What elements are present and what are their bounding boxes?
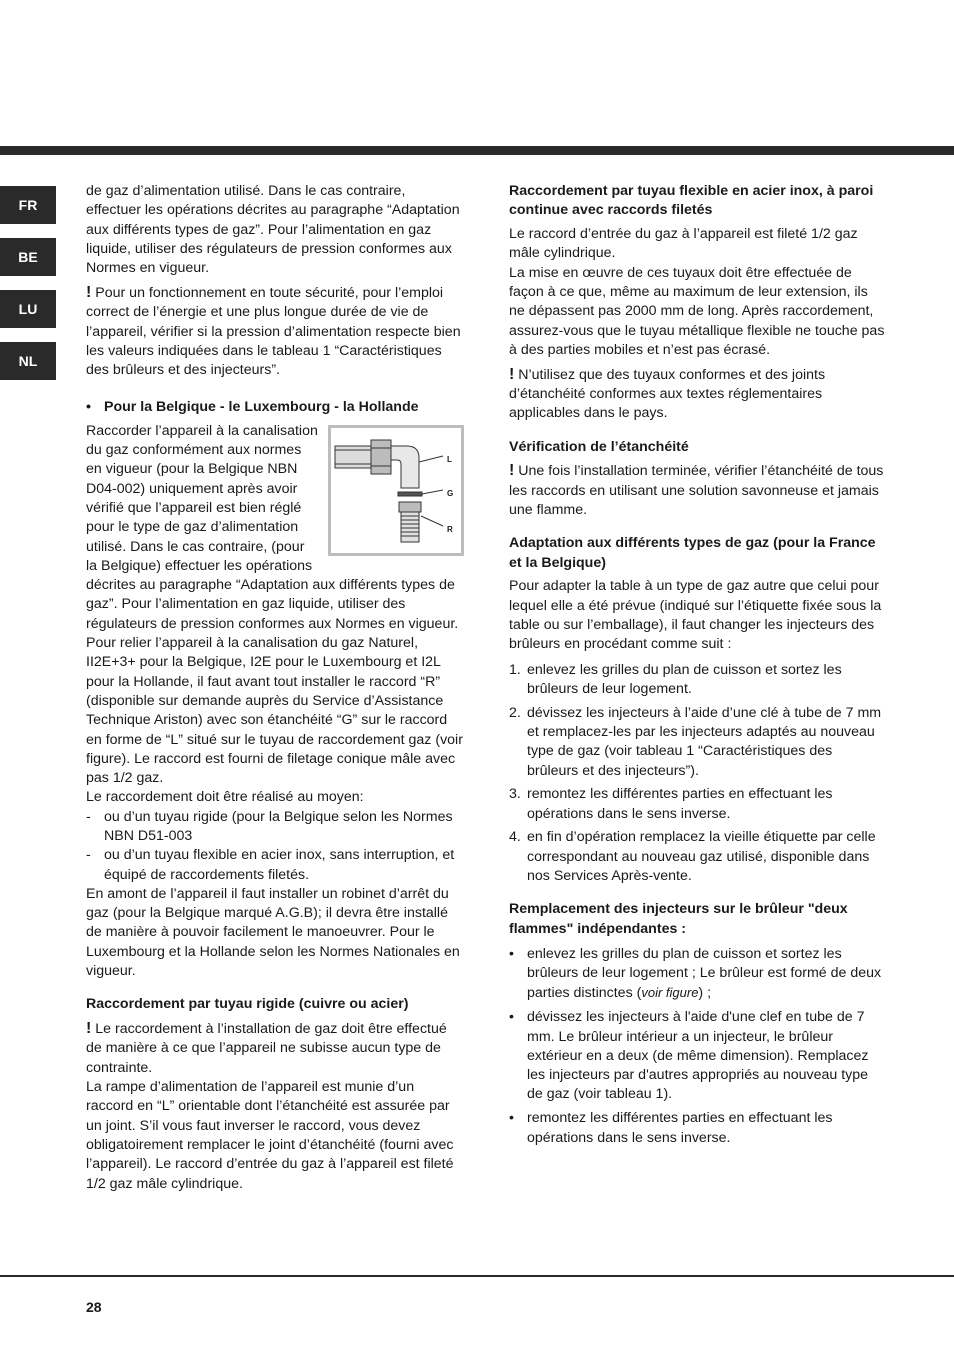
rigid-pipe-heading: Raccordement par tuyau rigide (cuivre ou acier) <box>86 996 409 1013</box>
rigid-warning: ! Le raccordement à l’installation de gaz doit être effectué de manière à ce que l’appareil ne subisse aucun type de contrainte. <box>86 1020 447 1076</box>
shutoff-valve-paragraph: En amont de l’appareil il faut installer un robinet d’arrêt du gaz (pour la Belgique marqué A.G.B); il devra être installé de manière à pouvoir facilement le manoeuvrer. Pour le Luxembourg et la Hollande selon les Normes Nationales en vigueur. <box>86 885 460 980</box>
figure-label-g: G <box>447 488 454 498</box>
dash-list-item: - ou d’un tuyau flexible en acier inox, sans interruption, et équipé de raccordements filetés. <box>86 847 455 883</box>
belgium-section-heading: • Pour la Belgique - le Luxembourg - la Hollande <box>86 398 464 417</box>
connection-means-text: Le raccordement doit être réalisé au moyen: <box>86 789 364 806</box>
step-item: 1. enlevez les grilles du plan de cuisson et sortez les brûleurs de leur logement. <box>509 661 842 697</box>
lang-tab-fr: FR <box>0 186 56 224</box>
right-column <box>509 182 887 1152</box>
step-item: 2. dévissez les injecteurs à l’aide d’une clé à tube de 7 mm et remplacez-les par les injecteurs adaptés au nouveau type de gaz (voir tableau 1 “Caractéristiques des brûleurs et des injecteurs”). <box>509 704 882 779</box>
lang-tab-lu: LU <box>0 290 56 328</box>
flexible-warning: ! N’utilisez que des tuyaux conformes et des joints d’étanchéité conformes aux textes réglementaires applicables dans le pays. <box>509 365 826 422</box>
adaptation-steps <box>509 661 887 887</box>
step-item: 4. en fin d’opération remplacez la vieille étiquette par celle correspondant au nouveau gaz utilisé, disponible dans nos Services Après-vente. <box>509 829 876 884</box>
rigid-pipe-paragraph: La rampe d’alimentation de l’appareil est munie d’un raccord en “L” orientable dont l’étanchéité est assurée par un joint. S’il vous faut inverser le raccord, vous devez obligatoirement remplacer le joint d’étanchéité (fourni avec l’appareil). Le raccord d’entrée du gaz à l’appareil est fileté 1/2 gaz mâle cylindrique. <box>86 1079 454 1192</box>
gas-adaptation-heading: Adaptation aux différents types de gaz (pour la France et la Belgique) <box>509 535 876 571</box>
bullet-item: • remontez les différentes parties en effectuant les opérations dans le sens inverse. <box>509 1110 833 1146</box>
warning-mark: ! <box>86 283 92 301</box>
gas-connector-diagram <box>331 428 461 553</box>
footer-rule <box>0 1275 954 1277</box>
language-tabs <box>0 186 56 394</box>
warning-mark: ! <box>86 1020 92 1038</box>
warning-mark: ! <box>509 365 515 383</box>
step-item: 3. remontez les différentes parties en effectuant les opérations dans le sens inverse. <box>509 786 833 822</box>
header-bar <box>0 146 954 155</box>
flexible-pipe-paragraph: Le raccord d’entrée du gaz à l’appareil est fileté 1/2 gaz mâle cylindrique. <box>509 226 858 262</box>
lang-tab-be: BE <box>0 238 56 276</box>
flexible-pipe-heading: Raccordement par tuyau flexible en acier inox, à paroi continue avec raccords filetés <box>509 183 874 219</box>
gas-connector-figure <box>328 425 464 556</box>
warning-mark: ! <box>509 462 515 480</box>
injector-replacement-list <box>509 945 887 1148</box>
left-column <box>86 182 464 1198</box>
belgium-section-body <box>86 422 464 789</box>
gas-adaptation-paragraph: Pour adapter la table à un type de gaz autre que celui pour lequel elle a été prévue (indiqué sur l’étiquette fixée sous la table ou sur l’emballage), il faut changer les injecteurs des brûleurs en procédant comme suit : <box>509 578 882 653</box>
bullet-item: • dévissez les injecteurs à l'aide d'une clef en tube de 7 mm. Le brûleur intérieur a un injecteur, le brûleur extérieur en a deux (de même dimension). Remplacez les injecteurs par d'autres appropriés au nouveau type de gaz (voir tableau 1). <box>509 1009 869 1103</box>
bullet-mark: • <box>86 399 91 416</box>
belgium-paragraph: Raccorder l’appareil à la canalisation du gaz conformément aux normes en vigueur (pour la Belgique NBN D04-002) uniquement après avoir vérifié que l’appareil est bien réglé pour le type de gaz d’alimentation utilisé. Dans le cas contraire, (pour la Belgique) effectuer les opérations décrites au paragraphe “Adaptation aux différents types de gaz”. Pour l’alimentation en gaz liquide, utiliser des régulateurs de pression conformes aux Normes en vigueur. Pour relier l’appareil à la canalisation du gaz Naturel, II2E+3+ pour la Belgique, I2E pour le Luxembourg et I2L pour la Hollande, il faut avant tout installer le raccord “R” (disponible sur demande auprès du Service d’Assistance Technique Ariston) avec son étanchéité “G” sur le raccord en forme de “L” situé sur le tuyau de raccordement gaz (voir figure). Le raccord est fourni de filetage conique mâle avec pas 1/2 gaz. <box>86 422 463 787</box>
figure-label-l: L <box>447 454 452 464</box>
flexible-pipe-paragraph-2: La mise en œuvre de ces tuyaux doit être effectuée de façon à ce que, même au maximum de leur extension, ils ne dépassent pas 2000 mm de long. Après raccordement, assurez-vous que le tuyau métallique flexible ne touche pas à des parties mobiles et n’est pas écrasé. <box>509 264 885 358</box>
leak-check-warning: ! Une fois l’installation terminée, vérifier l’étanchéité de tous les raccords en utilisant une solution savonneuse et jamais une flamme. <box>509 462 884 518</box>
dash-list-item: - ou d’un tuyau rigide (pour la Belgique selon les Normes NBN D51-003 <box>86 808 453 844</box>
bullet-item: • enlevez les grilles du plan de cuisson et sortez les brûleurs de leur logement ; Le brûleur est formé de deux parties distinctes (voir figure) ; <box>509 945 882 1002</box>
leak-check-heading: Vérification de l’étanchéité <box>509 438 689 455</box>
safety-warning: ! Pour un fonctionnement en toute sécurité, pour l’emploi correct de l’énergie et une plus longue durée de vie de l’appareil, vérifier si la pression d’alimentation respecte bien les valeurs indiquées dans le tableau 1 “Caractéristiques des brûleurs et des injecteurs”. <box>86 283 461 379</box>
intro-paragraph: de gaz d’alimentation utilisé. Dans le cas contraire, effectuer les opérations décrites au paragraphe “Adaptation aux différents types de gaz”. Pour l’alimentation en gaz liquide, utiliser des régulateurs de pression conformes aux Normes en vigueur. <box>86 183 460 277</box>
page-number: 28 <box>86 1299 102 1315</box>
figure-label-r: R <box>447 524 453 534</box>
injector-replacement-heading: Remplacement des injecteurs sur le brûleur "deux flammes" indépendantes : <box>509 901 848 937</box>
lang-tab-nl: NL <box>0 342 56 380</box>
